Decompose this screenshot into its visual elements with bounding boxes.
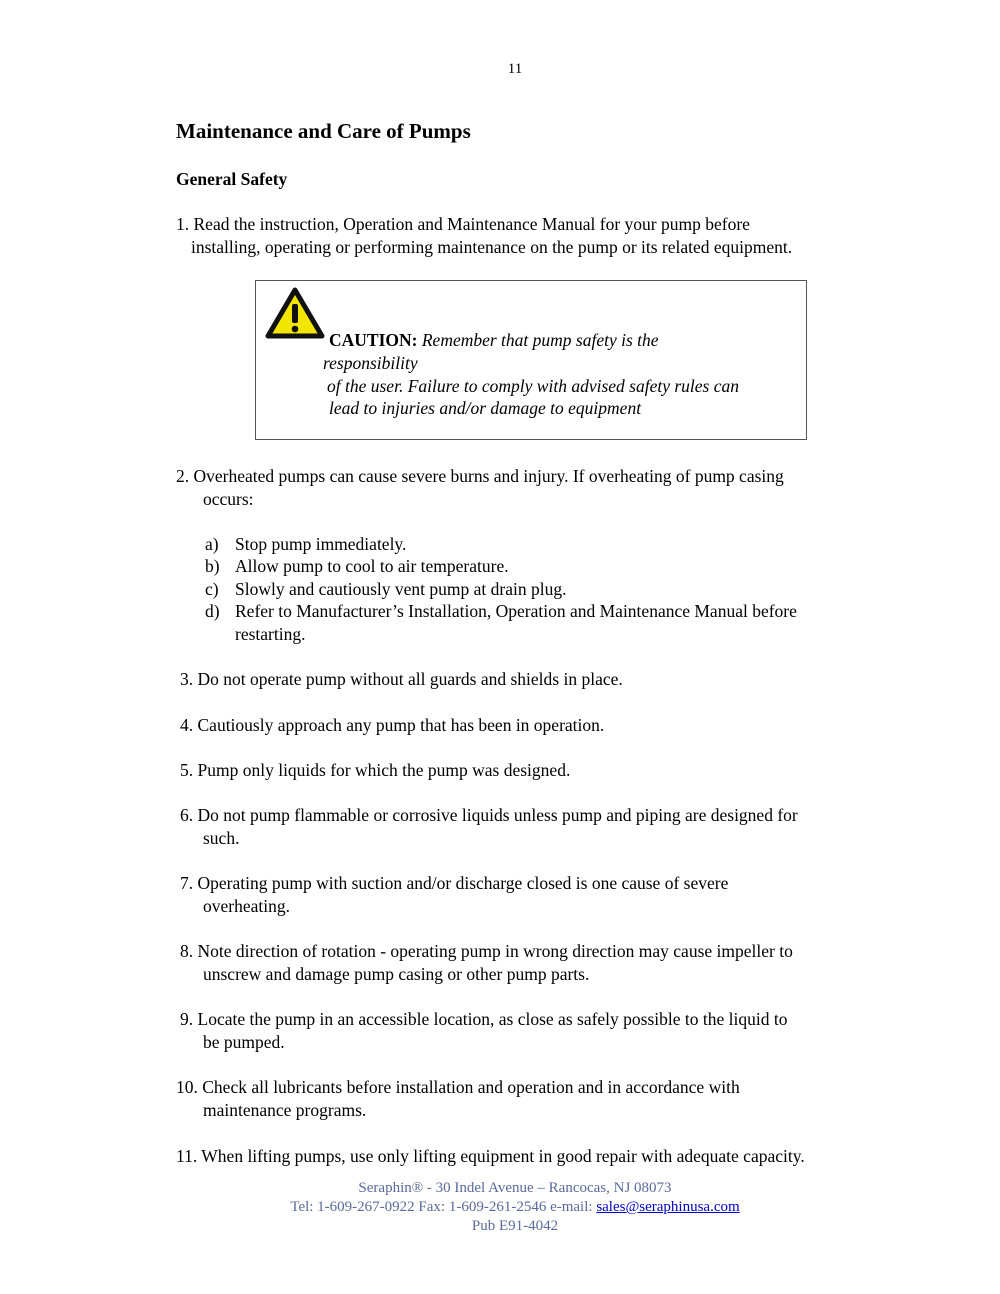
caution-line-3: of the user. Failure to comply with advised safety rules can [327,376,739,396]
subitem-text-a: Stop pump immediately. [235,534,407,554]
footer-contact [0,1199,1000,1216]
subitem-marker-c: c) [205,579,219,599]
footer-publication: Pub E91-4042 [471,1218,559,1234]
footer-address: Seraphin® - 30 Indel Avenue – Rancocas, NJ 08073 [358,1180,672,1196]
subitem-marker-b: b) [205,556,220,576]
subitem-text-b: Allow pump to cool to air temperature. [235,556,509,576]
caution-line-4: lead to injuries and/or damage to equipment [329,398,642,418]
subitem-text-d: Refer to Manufacturer’s Installation, Operation and Maintenance Manual before [235,601,797,621]
item-9-line-1: 9. Locate the pump in an accessible location, as close as safely possible to the liquid to [180,1009,788,1029]
item-4: 4. Cautiously approach any pump that has been in operation. [180,715,605,735]
item-7-line-2: overheating. [203,896,290,916]
caution-label: CAUTION: [329,330,418,350]
item-8-line-2: unscrew and damage pump casing or other pump parts. [203,964,590,984]
item-7-line-1: 7. Operating pump with suction and/or discharge closed is one cause of severe [180,873,729,893]
section-heading: General Safety [176,169,288,189]
item-1-line-1: 1. Read the instruction, Operation and Maintenance Manual for your pump before [176,214,750,234]
item-9-line-2: be pumped. [203,1032,285,1052]
item-1-line-2: installing, operating or performing maintenance on the pump or its related equipment. [191,237,793,257]
item-6-line-2: such. [203,828,240,848]
subitem-marker-d: d) [205,601,220,621]
item-8-line-1: 8. Note direction of rotation - operating pump in wrong direction may cause impeller to [180,941,793,961]
footer-phone-fax: Tel: 1-609-267-0922 Fax: 1-609-261-2546 e-mail: [290,1199,597,1215]
item-2-line-2: occurs: [203,489,254,509]
item-6-line-1: 6. Do not pump flammable or corrosive liquids unless pump and piping are designed for [180,805,798,825]
subitem-text-d-cont: restarting. [235,624,306,644]
subitem-text-c: Slowly and cautiously vent pump at drain plug. [235,579,567,599]
subitem-marker-a: a) [205,534,219,554]
warning-triangle-icon [265,287,325,339]
item-10-line-1: 10. Check all lubricants before installation and operation and in accordance with [176,1077,740,1097]
page-title: Maintenance and Care of Pumps [176,119,471,143]
item-2-line-1: 2. Overheated pumps can cause severe burns and injury. If overheating of pump casing [176,466,784,486]
item-11: 11. When lifting pumps, use only lifting equipment in good repair with adequate capacity. [176,1146,805,1166]
item-5: 5. Pump only liquids for which the pump was designed. [180,760,571,780]
item-3: 3. Do not operate pump without all guards and shields in place. [180,669,623,689]
page-number: 11 [507,61,523,77]
caution-line-2: responsibility [323,353,418,373]
caution-text-1: Remember that pump safety is the [417,330,659,350]
item-10-line-2: maintenance programs. [203,1100,367,1120]
caution-line-1 [329,330,659,351]
footer-email-link[interactable]: sales@seraphinusa.com [596,1199,740,1215]
